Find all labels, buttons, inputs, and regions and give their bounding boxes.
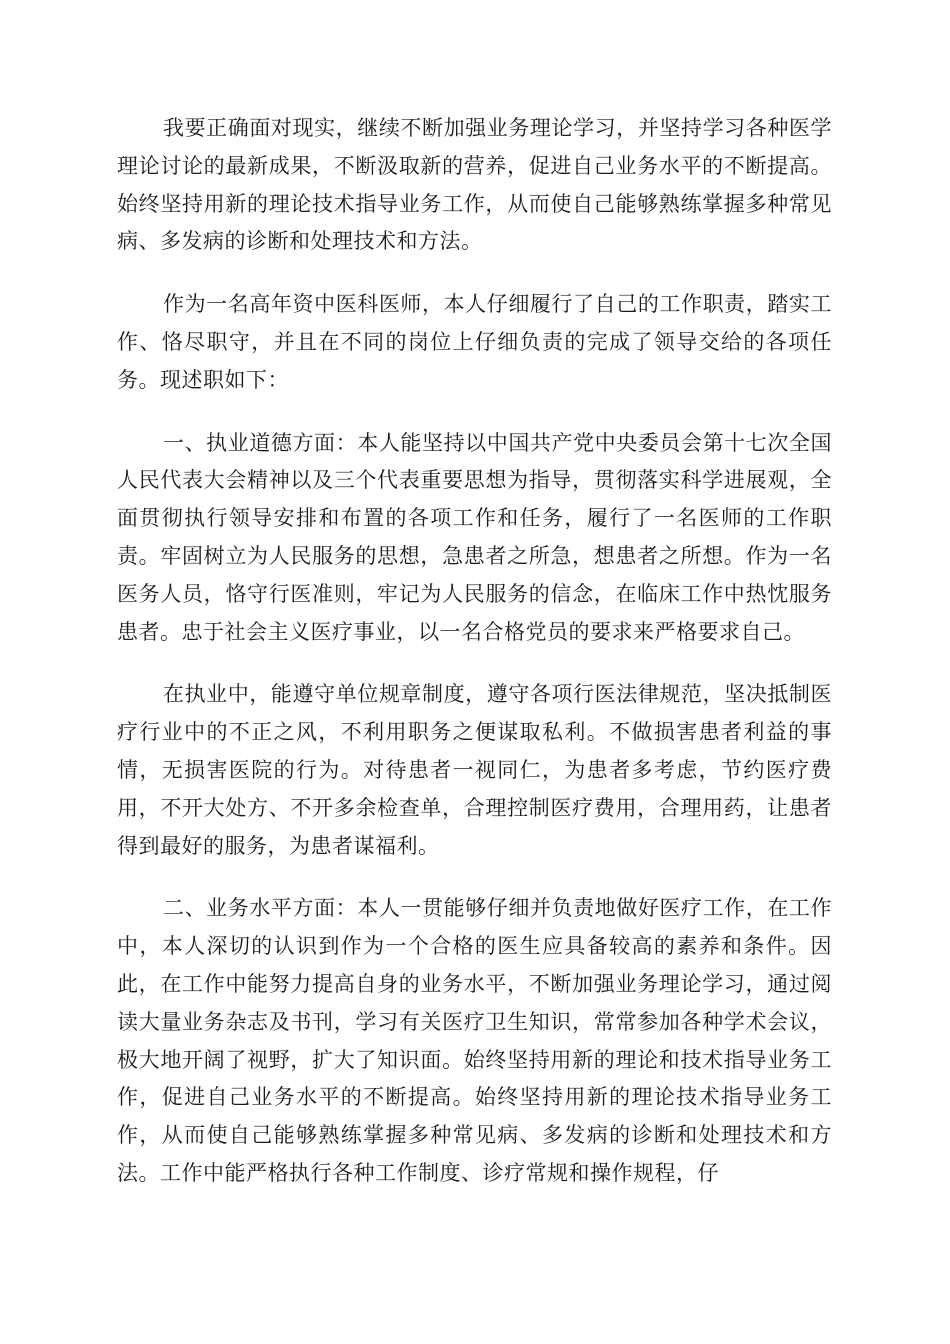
document-body — [117, 110, 832, 1218]
paragraph-4: 在执业中，能遵守单位规章制度，遵守各项行医法律规范，坚决抵制医疗行业中的不正之风，不利用职务之便谋取私利。不做损害患者利益的事情，无损害医院的行为。对待患者一视同仁，为患者多考虑，节约医疗费用，不开大处方、不开多余检查单，合理控制医疗费用，合理用药，让患者得到最好的服务，为患者谋福利。 — [117, 682, 832, 858]
paragraph-5: 二、业务水平方面：本人一贯能够仔细并负责地做好医疗工作，在工作中，本人深切的认识到作为一个合格的医生应具备较高的素养和条件。因此，在工作中能努力提高自身的业务水平，不断加强业务理论学习，通过阅读大量业务杂志及书刊，学习有关医疗卫生知识，常常参加各种学术会议，极大地开阔了视野，扩大了知识面。始终坚持用新的理论和技术指导业务工作，促进自己业务水平的不断提高。始终坚持用新的理论技术指导业务工作，从而使自己能够熟练掌握多种常见病、多发病的诊断和处理技术和方法。工作中能严格执行各种工作制度、诊疗常规和操作规程，仔 — [117, 896, 832, 1185]
paragraph-3: 一、执业道德方面：本人能坚持以中国共产党中央委员会第十七次全国人民代表大会精神以及三个代表重要思想为指导，贯彻落实科学进展观，全面贯彻执行领导安排和布置的各项工作和任务，履行了一名医师的工作职责。牢固树立为人民服务的思想，急患者之所急，想患者之所想。作为一名医务人员，恪守行医准则，牢记为人民服务的信念，在临床工作中热忱服务患者。忠于社会主义医疗事业，以一名合格党员的要求来严格要求自己。 — [117, 430, 832, 644]
paragraph-2: 作为一名高年资中医科医师，本人仔细履行了自己的工作职责，踏实工作、恪尽职守，并且在不同的岗位上仔细负责的完成了领导交给的各项任务。现述职如下： — [117, 292, 832, 392]
paragraph-1: 我要正确面对现实，继续不断加强业务理论学习，并坚持学习各种医学理论讨论的最新成果，不断汲取新的营养，促进自己业务水平的不断提高。始终坚持用新的理论技术指导业务工作，从而使自己能够熟练掌握多种常见病、多发病的诊断和处理技术和方法。 — [117, 116, 832, 254]
